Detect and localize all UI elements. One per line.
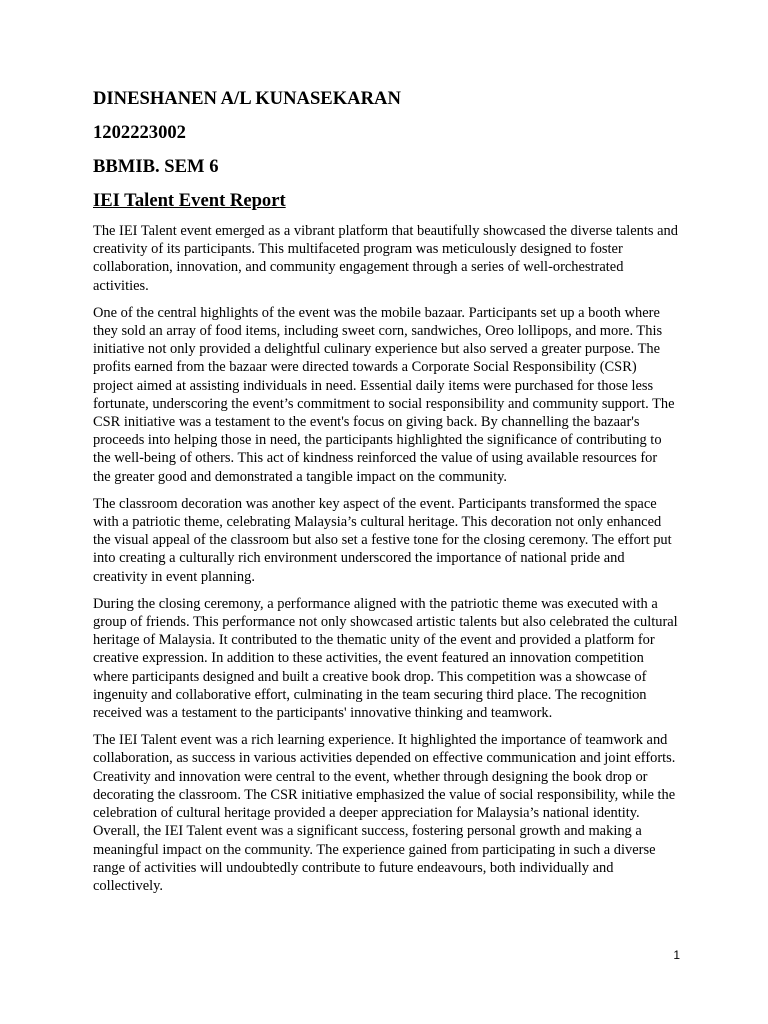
paragraph-introduction: The IEI Talent event emerged as a vibrant platform that beautifully showcased the diverse talents and creativity of its participants. This multifaceted program was meticulously designed to foster collaboration, innovation, and community engagement through a series of well-orchestrated activities.	[93, 223, 678, 294]
paragraph-classroom-decoration: The classroom decoration was another key aspect of the event. Participants transformed the space with a patriotic theme, celebrating Malaysia’s cultural heritage. This decoration not only enhanced the visual appeal of the classroom but also set a festive tone for the closing ceremony. The effort put into creating a culturally rich environment underscored the importance of national pride and creativity in event planning.	[93, 495, 672, 585]
report-title: IEI Talent Event Report	[93, 190, 286, 211]
program-semester: BBMIB. SEM 6	[93, 156, 219, 177]
document-body	[93, 88, 678, 904]
paragraph-closing-ceremony: During the closing ceremony, a performance aligned with the patriotic theme was executed with a group of friends. This performance not only showcased artistic talents but also celebrated the cultural heritage of Malaysia. It contributed to the thematic unity of the event and provided a platform for creative expression. In addition to these activities, the event featured an innovation competition where participants designed and built a creative book drop. This competition was a showcase of ingenuity and collaborative effort, culminating in the team securing third place. The recognition received was a testament to the participants' innovative thinking and teamwork.	[93, 595, 678, 722]
paragraph-mobile-bazaar: One of the central highlights of the event was the mobile bazaar. Participants set up a booth where they sold an array of food items, including sweet corn, sandwiches, Oreo lollipops, and more. This initiative not only provided a delightful culinary experience but also served a greater purpose. The profits earned from the bazaar were directed towards a Corporate Social Responsibility (CSR) project aimed at assisting individuals in need. Essential daily items were purchased for those less fortunate, underscoring the event’s commitment to social responsibility and community support. The CSR initiative was a testament to the event's focus on giving back. By channelling the bazaar's proceeds into helping those in need, the participants highlighted the significance of contributing to the well-being of others. This act of kindness reinforced the value of using available resources for the greater good and demonstrated a tangible impact on the community.	[93, 304, 675, 485]
paragraph-conclusion: The IEI Talent event was a rich learning experience. It highlighted the importance of teamwork and collaboration, as success in various activities depended on effective communication and joint efforts. Creativity and innovation were central to the event, whether through designing the book drop or decorating the classroom. The CSR initiative emphasized the value of social responsibility, while the celebration of cultural heritage provided a deeper appreciation for Malaysia’s national identity. Overall, the IEI Talent event was a significant success, fostering personal growth and making a meaningful impact on the community. The experience gained from participating in such a diverse range of activities will undoubtedly contribute to future endeavours, both individually and collectively.	[93, 732, 676, 894]
student-id: 1202223002	[93, 122, 186, 143]
page-number: 1	[673, 948, 680, 962]
author-name: DINESHANEN A/L KUNASEKARAN	[93, 88, 401, 109]
